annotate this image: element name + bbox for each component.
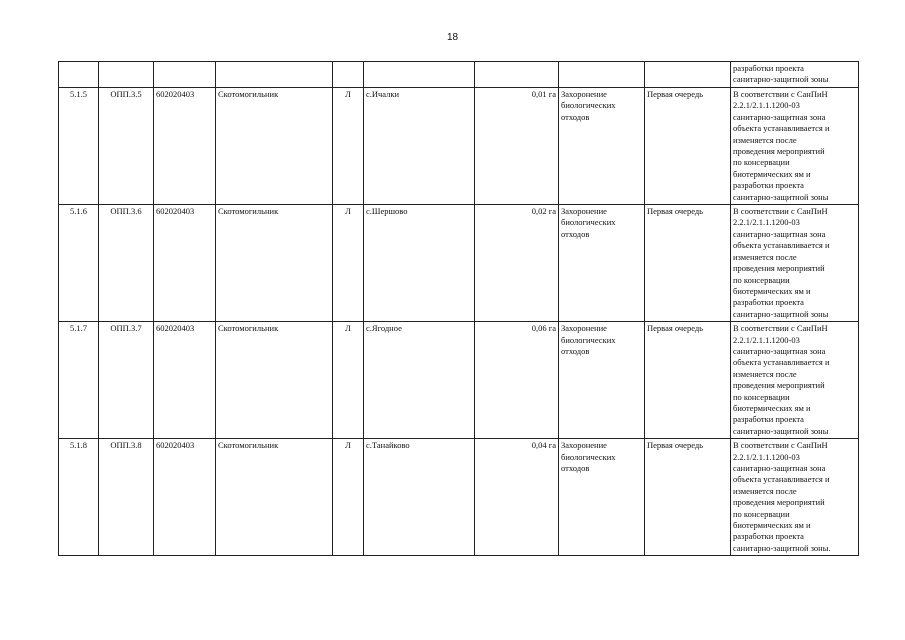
object-note: В соответствии с СанПиН 2.2.1/2.1.1.1200-03 санитарно-защитная зона объекта устанавливается и изменяется после проведения мероприятий по консервации биотермических ям и разработки проекта санитарно-защитной зоны [733,323,830,436]
object-purpose: Захоронение биологических отходов [561,440,616,473]
table-cell [475,62,559,88]
object-code: ОПП.3.5 [99,88,154,205]
object-kod: 602020403 [154,439,216,556]
note-cell [731,205,859,322]
object-area: 0,04 га [475,439,559,556]
object-purpose: Захоронение биологических отходов [561,323,616,356]
table-cell [59,62,99,88]
object-name: Скотомогильник [216,439,333,556]
object-purpose: Захоронение биологических отходов [561,89,616,122]
object-area: 0,06 га [475,322,559,439]
object-name: Скотомогильник [216,88,333,205]
table-row [59,439,859,556]
continuation-row [59,62,859,88]
object-code: ОПП.3.6 [99,205,154,322]
table-cell [216,62,333,88]
object-purpose-cell [559,439,645,556]
note-text: разработки проекта санитарно-защитной зоны [733,63,829,85]
object-stage: Первая очередь [645,322,731,439]
table-cell [559,62,645,88]
table-row [59,88,859,205]
object-purpose-cell [559,88,645,205]
object-purpose-cell [559,322,645,439]
object-area: 0,02 га [475,205,559,322]
table-cell [364,62,475,88]
table-cell [99,62,154,88]
object-type: Л [333,205,364,322]
table-row [59,322,859,439]
note-cell [731,439,859,556]
object-name: Скотомогильник [216,205,333,322]
note-cell [731,62,859,88]
object-type: Л [333,439,364,556]
table-cell [333,62,364,88]
note-cell [731,322,859,439]
object-location: с.Шершово [364,205,475,322]
object-stage: Первая очередь [645,88,731,205]
object-location: с.Ичалки [364,88,475,205]
object-name: Скотомогильник [216,322,333,439]
object-type: Л [333,88,364,205]
object-location: с.Танайково [364,439,475,556]
object-location: с.Ягодное [364,322,475,439]
object-area: 0,01 га [475,88,559,205]
object-kod: 602020403 [154,322,216,439]
object-type: Л [333,322,364,439]
object-code: ОПП.3.7 [99,322,154,439]
page-number: 18 [446,32,459,43]
table-cell [154,62,216,88]
object-note: В соответствии с СанПиН 2.2.1/2.1.1.1200-03 санитарно-защитная зона объекта устанавливается и изменяется после проведения мероприятий по консервации биотермических ям и разработки проекта санитарно-защитной зоны [733,89,830,202]
object-stage: Первая очередь [645,439,731,556]
row-number: 5.1.5 [59,88,99,205]
row-number: 5.1.7 [59,322,99,439]
object-purpose: Захоронение биологических отходов [561,206,616,239]
row-number: 5.1.6 [59,205,99,322]
object-kod: 602020403 [154,205,216,322]
table-cell [645,62,731,88]
object-kod: 602020403 [154,88,216,205]
objects-table [58,61,859,556]
note-cell [731,88,859,205]
object-purpose-cell [559,205,645,322]
table-row [59,205,859,322]
object-note: В соответствии с СанПиН 2.2.1/2.1.1.1200-03 санитарно-защитная зона объекта устанавливается и изменяется после проведения мероприятий по консервации биотермических ям и разработки проекта санитарно-защитной зоны [733,206,830,319]
object-code: ОПП.3.8 [99,439,154,556]
row-number: 5.1.8 [59,439,99,556]
object-stage: Первая очередь [645,205,731,322]
object-note: В соответствии с СанПиН 2.2.1/2.1.1.1200-03 санитарно-защитная зона объекта устанавливается и изменяется после проведения мероприятий по консервации биотермических ям и разработки проекта санитарно-защитной зоны. [733,440,831,553]
